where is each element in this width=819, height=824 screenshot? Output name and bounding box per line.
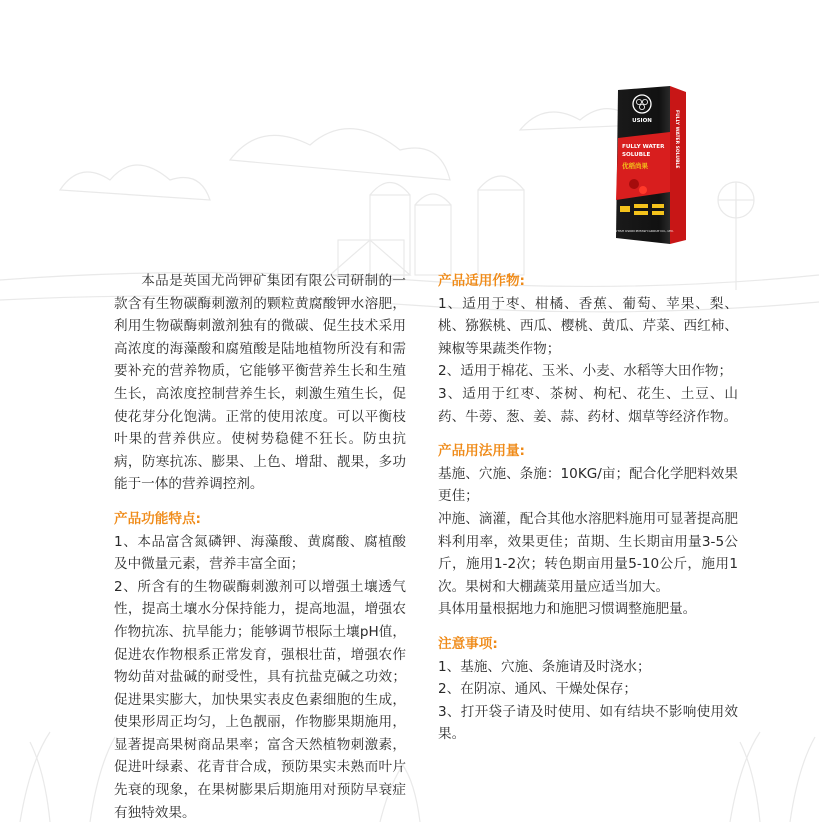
usage-heading: 产品用法用量: (438, 443, 525, 460)
feature-item-1: 1、本品富含氮磷钾、海藻酸、黄腐酸、腐植酸及中微量元素，营养丰富全面； (114, 533, 406, 573)
crops-heading: 产品适用作物: (438, 273, 525, 289)
right-column (438, 270, 738, 746)
left-column (114, 270, 406, 824)
product-bag-image (612, 80, 688, 246)
crop-item-2: 2、适用于棉花、玉米、小麦、水稻等大田作物； (438, 363, 733, 380)
product-intro: 本品是英国尤尚钾矿集团有限公司研制的一款含有生物碳酶刺激剂的颗粒黄腐酸钾水溶肥，利用生物碳酶刺激剂独有的微碳、促生技术采用高浓度的海藻酸和腐殖酸是陆地植物所没有和需要补充的营养物质，它能够平衡营养生长和生殖生长，高浓度控制营养生长，刺激生殖生长，促使花芽分化饱满。正常的使用浓度。可以平衡枝叶果的营养供应。使树势稳健不狂长。防虫抗病，防寒抗冻、膨果、上色、增甜、靓果，多功能于一体的营养调控剂。 (114, 273, 406, 493)
features-heading: 产品功能特点: (114, 510, 201, 527)
bag-name-en-line2: SOLUBLE (622, 152, 651, 158)
feature-item-2: 2、所含有的生物碳酶刺激剂可以增强土壤透气性，提高土壤水分保持能力，提高地温，增强农作物抗冻、抗旱能力；能够调节根际土壤pH值，促进农作物根系正常发育，强根壮苗，增强农作物幼苗对盐碱的耐受性，具有抗盐克碱之功效；促进果实膨大，加快果实表皮色素细胞的生成，使果形周正均匀，上色靓丽，作物膨果期施用，显著提高果树商品果率；富含天然植物刺激素，促进叶绿素、花青苷合成，预防果实未熟而叶片先衰的现象，在果树膨果后期施用对预防早衰症有独特效果。 (114, 578, 406, 821)
usage-item-2: 冲施、滴灌，配合其他水溶肥料施用可显著提高肥料利用率，效果更佳；苗期、生长期亩用量3-5公斤，施用1-2次；转色期亩用量5-10公斤，施用1次。果树和大棚蔬菜用量应适当加大。 (438, 510, 738, 595)
note-item-3: 3、打开袋子请及时使用、如有结块不影响使用效果。 (438, 703, 738, 743)
bag-name-cn: 优稻尚果 (622, 162, 648, 170)
usage-item-1: 基施、穴施、条施：10KG/亩；配合化学肥料效果更佳； (438, 465, 738, 505)
bag-name-en-line1: FULLY WATER (622, 144, 665, 150)
notes-heading: 注意事项: (438, 635, 498, 652)
bag-side-text: FULLY WATER SOLUBLE (674, 110, 679, 169)
crop-item-1: 1、适用于枣、柑橘、香蕉、葡萄、苹果、梨、桃、猕猴桃、西瓜、樱桃、黄瓜、芹菜、西红柿、辣椒等果蔬类作物； (438, 295, 738, 357)
bag-brand-text: USION (632, 118, 652, 124)
usage-item-3: 具体用量根据地力和施肥习惯调整施肥量。 (438, 601, 697, 618)
bag-company-text: BRITISH USION POTASH GROUP CO., LTD. (612, 229, 674, 233)
note-item-2: 2、在阴凉、通风、干燥处保存； (438, 681, 637, 698)
crop-item-3: 3、适用于红枣、茶树、枸杞、花生、土豆、山药、牛蒡、葱、姜、蒜、药材、烟草等经济作物。 (438, 385, 738, 425)
note-item-1: 1、基施、穴施、条施请及时浇水； (438, 658, 651, 675)
